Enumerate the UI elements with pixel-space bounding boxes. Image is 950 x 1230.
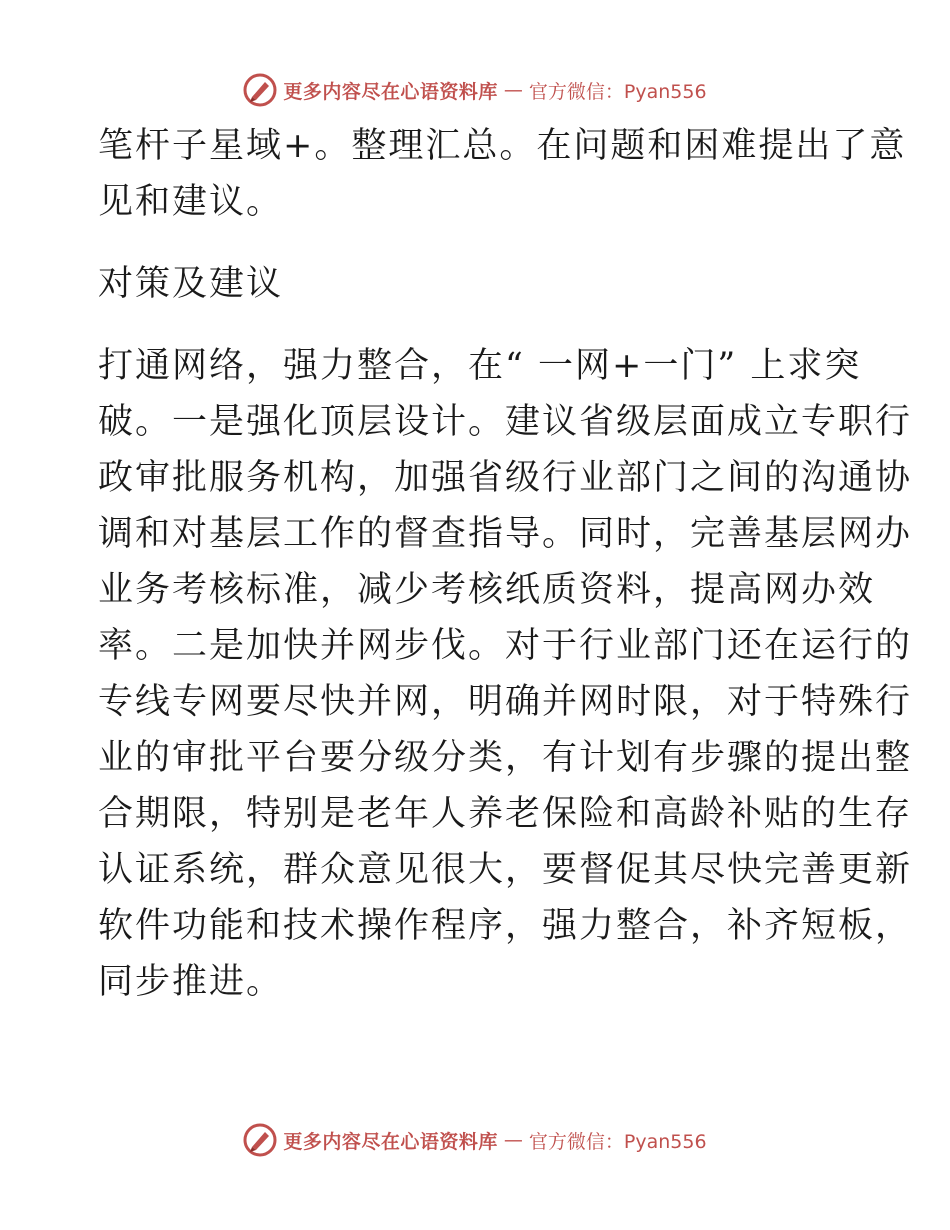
watermark-contact: 官方微信：Pyan556 [528, 1130, 707, 1153]
text-line: 专线专网要尽快并网，明确并网时限，对于特殊行 [98, 682, 913, 722]
watermark-main-text: 更多内容尽在心语资料库 [283, 1130, 498, 1153]
pen-logo-icon [243, 73, 277, 107]
header-watermark [0, 70, 950, 110]
watermark-dash: — [503, 79, 523, 101]
heading-text: 对策及建议 [98, 264, 284, 304]
paragraph-3 [98, 338, 913, 1010]
text-line: 业的审批平台要分级分类，有计划有步骤的提出整 [98, 738, 913, 778]
text-line: 同步推进。 [98, 962, 284, 1002]
text-line: 笔杆子星域+。整理汇总。在问题和困难提出了意 [98, 126, 907, 166]
text-line: 调和对基层工作的督查指导。同时，完善基层网办 [98, 514, 913, 554]
pen-logo-icon [243, 1123, 277, 1157]
text-line: 率。二是加快并网步伐。对于行业部门还在运行的 [98, 626, 913, 666]
watermark-main-text: 更多内容尽在心语资料库 [283, 80, 498, 103]
watermark-dash: — [503, 1129, 523, 1151]
text-line: 见和建议。 [98, 182, 284, 222]
text-line: 破。一是强化顶层设计。建议省级层面成立专职行 [98, 402, 913, 442]
watermark-contact: 官方微信：Pyan556 [528, 80, 707, 103]
text-line: 软件功能和技术操作程序，强力整合，补齐短板， [98, 906, 913, 946]
text-line: 政审批服务机构，加强省级行业部门之间的沟通协 [98, 458, 913, 498]
section-heading [98, 256, 858, 312]
footer-watermark [0, 1120, 950, 1160]
paragraph-1 [98, 118, 907, 230]
text-line: 业务考核标准，减少考核纸质资料，提高网办效 [98, 570, 876, 610]
text-line: 认证系统，群众意见很大，要督促其尽快完善更新 [98, 850, 913, 890]
text-line: 打通网络，强力整合，在“ 一网+一门” 上求突 [98, 346, 862, 386]
text-line: 合期限，特别是老年人养老保险和高龄补贴的生存 [98, 794, 913, 834]
document-body [98, 118, 913, 1010]
